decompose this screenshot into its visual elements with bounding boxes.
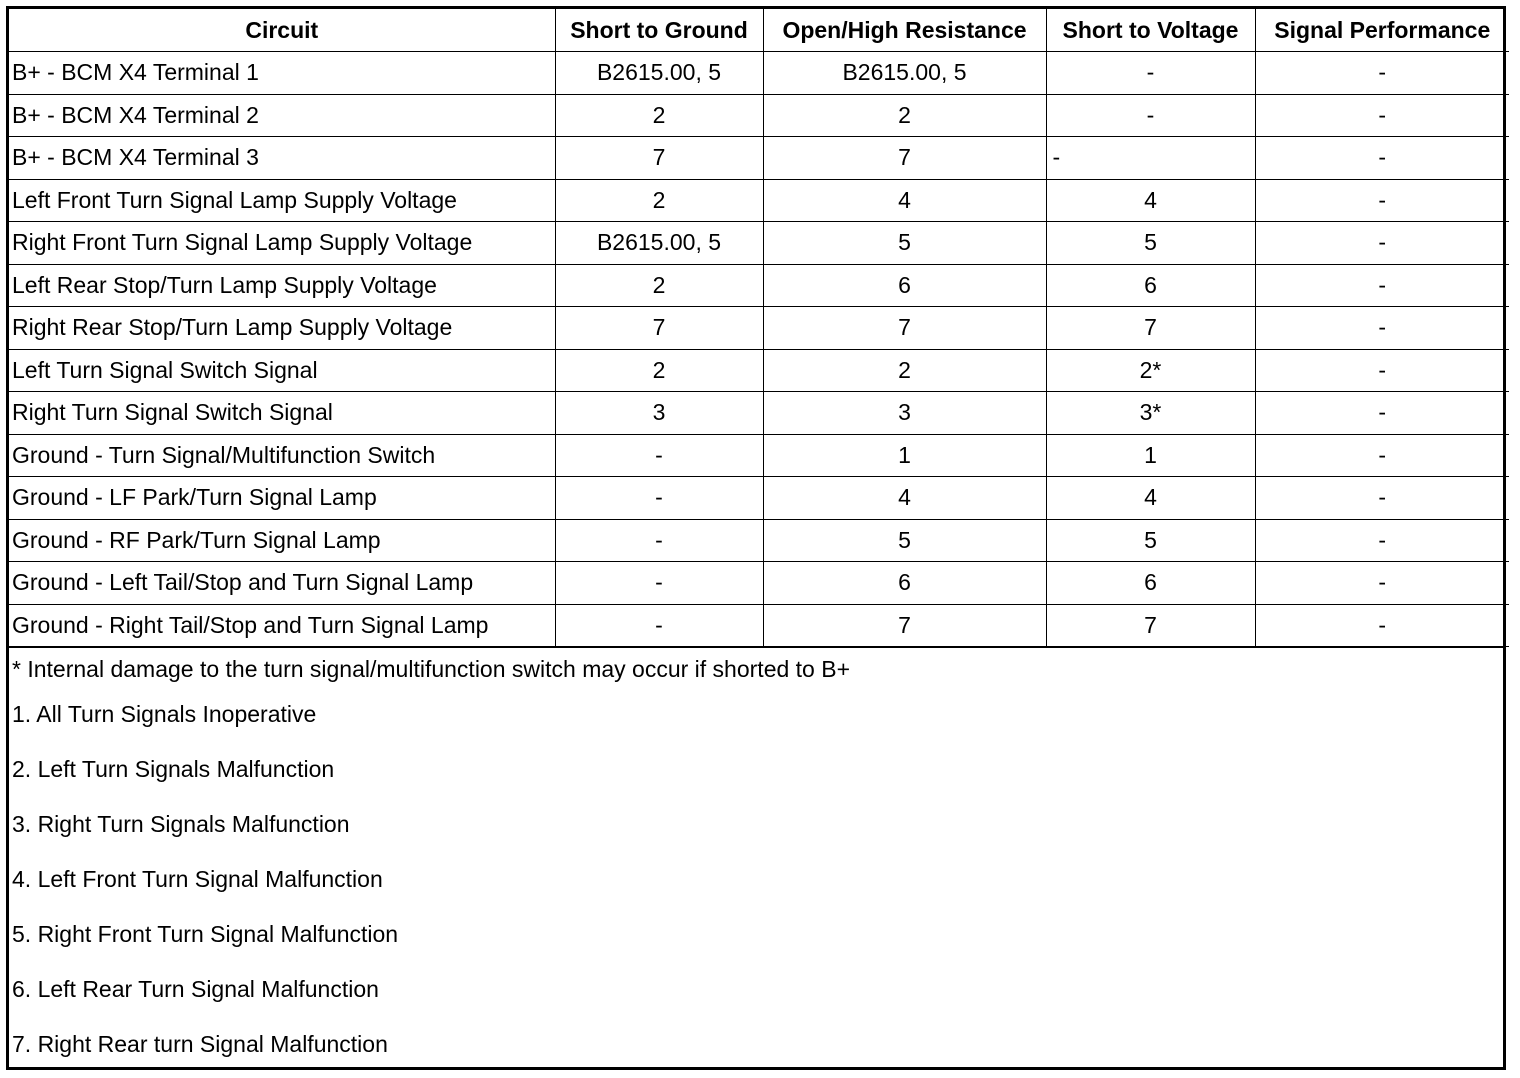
short-to-ground-cell: 2 — [555, 179, 763, 222]
short-to-ground-cell: 2 — [555, 349, 763, 392]
signal-performance-cell: - — [1255, 52, 1509, 95]
symptom-note-3: 3. Right Turn Signals Malfunction — [12, 811, 350, 837]
open-high-resistance-cell: 7 — [763, 604, 1046, 647]
table-row — [9, 562, 1509, 605]
signal-performance-cell: - — [1255, 307, 1509, 350]
short-to-ground-cell: - — [555, 477, 763, 520]
open-high-resistance-cell: 1 — [763, 434, 1046, 477]
short-to-voltage-cell: - — [1046, 94, 1255, 137]
short-to-ground-cell: 2 — [555, 264, 763, 307]
short-to-ground-cell: - — [555, 519, 763, 562]
circuit-cell: Ground - Right Tail/Stop and Turn Signal Lamp — [9, 604, 555, 647]
header-signal-performance: Signal Performance — [1255, 9, 1509, 52]
short-to-voltage-cell: - — [1046, 52, 1255, 95]
short-to-ground-cell: 7 — [555, 307, 763, 350]
header-short-to-ground: Short to Ground — [555, 9, 763, 52]
open-high-resistance-cell: B2615.00, 5 — [763, 52, 1046, 95]
circuit-cell: Right Turn Signal Switch Signal — [9, 392, 555, 435]
symptom-note-1: 1. All Turn Signals Inoperative — [12, 701, 317, 727]
signal-performance-cell: - — [1255, 222, 1509, 265]
header-row — [9, 9, 1509, 52]
circuit-cell: Left Turn Signal Switch Signal — [9, 349, 555, 392]
symptom-note-5: 5. Right Front Turn Signal Malfunction — [12, 921, 399, 947]
short-to-ground-cell: 2 — [555, 94, 763, 137]
table-row — [9, 264, 1509, 307]
short-to-voltage-cell: 7 — [1046, 604, 1255, 647]
short-to-voltage-cell: 4 — [1046, 477, 1255, 520]
short-to-ground-cell: - — [555, 434, 763, 477]
header-circuit: Circuit — [9, 9, 555, 52]
circuit-cell: Ground - Left Tail/Stop and Turn Signal Lamp — [9, 562, 555, 605]
short-to-ground-cell: 7 — [555, 137, 763, 180]
short-to-voltage-cell: - — [1046, 137, 1255, 180]
table-row — [9, 477, 1509, 520]
table-row — [9, 392, 1509, 435]
open-high-resistance-cell: 6 — [763, 562, 1046, 605]
short-to-voltage-cell: 5 — [1046, 519, 1255, 562]
open-high-resistance-cell: 7 — [763, 137, 1046, 180]
short-to-voltage-cell: 6 — [1046, 562, 1255, 605]
signal-performance-cell: - — [1255, 604, 1509, 647]
circuit-cell: Ground - RF Park/Turn Signal Lamp — [9, 519, 555, 562]
signal-performance-cell: - — [1255, 179, 1509, 222]
short-to-voltage-cell: 7 — [1046, 307, 1255, 350]
signal-performance-cell: - — [1255, 562, 1509, 605]
short-to-ground-cell: - — [555, 604, 763, 647]
short-to-ground-cell: B2615.00, 5 — [555, 52, 763, 95]
signal-performance-cell: - — [1255, 94, 1509, 137]
header-short-to-voltage: Short to Voltage — [1046, 9, 1255, 52]
short-to-voltage-cell: 5 — [1046, 222, 1255, 265]
open-high-resistance-cell: 2 — [763, 94, 1046, 137]
signal-performance-cell: - — [1255, 137, 1509, 180]
open-high-resistance-cell: 7 — [763, 307, 1046, 350]
circuit-cell: Ground - LF Park/Turn Signal Lamp — [9, 477, 555, 520]
table-row — [9, 222, 1509, 265]
short-to-voltage-cell: 4 — [1046, 179, 1255, 222]
circuit-cell: Left Rear Stop/Turn Lamp Supply Voltage — [9, 264, 555, 307]
table-row — [9, 349, 1509, 392]
open-high-resistance-cell: 6 — [763, 264, 1046, 307]
table-row — [9, 179, 1509, 222]
short-to-ground-cell: 3 — [555, 392, 763, 435]
symptom-note-4: 4. Left Front Turn Signal Malfunction — [12, 866, 383, 892]
signal-performance-cell: - — [1255, 434, 1509, 477]
circuit-cell: B+ - BCM X4 Terminal 1 — [9, 52, 555, 95]
open-high-resistance-cell: 3 — [763, 392, 1046, 435]
short-to-voltage-cell: 6 — [1046, 264, 1255, 307]
open-high-resistance-cell: 4 — [763, 477, 1046, 520]
signal-performance-cell: - — [1255, 349, 1509, 392]
symptom-note-6: 6. Left Rear Turn Signal Malfunction — [12, 976, 379, 1002]
circuit-cell: Right Front Turn Signal Lamp Supply Voltage — [9, 222, 555, 265]
table-row — [9, 604, 1509, 647]
circuit-cell: Ground - Turn Signal/Multifunction Switch — [9, 434, 555, 477]
open-high-resistance-cell: 2 — [763, 349, 1046, 392]
symptom-note-2: 2. Left Turn Signals Malfunction — [12, 756, 335, 782]
signal-performance-cell: - — [1255, 477, 1509, 520]
short-to-voltage-cell: 1 — [1046, 434, 1255, 477]
open-high-resistance-cell: 5 — [763, 519, 1046, 562]
open-high-resistance-cell: 5 — [763, 222, 1046, 265]
symptom-note-7: 7. Right Rear turn Signal Malfunction — [12, 1031, 388, 1057]
document-frame — [6, 6, 1506, 1070]
short-to-voltage-cell: 3* — [1046, 392, 1255, 435]
short-to-ground-cell: - — [555, 562, 763, 605]
open-high-resistance-cell: 4 — [763, 179, 1046, 222]
signal-performance-cell: - — [1255, 264, 1509, 307]
header-open-high-resistance: Open/High Resistance — [763, 9, 1046, 52]
circuit-symptom-table — [9, 9, 1509, 647]
signal-performance-cell: - — [1255, 392, 1509, 435]
table-row — [9, 434, 1509, 477]
short-to-ground-cell: B2615.00, 5 — [555, 222, 763, 265]
notes-section — [9, 647, 1503, 1078]
circuit-cell: Right Rear Stop/Turn Lamp Supply Voltage — [9, 307, 555, 350]
circuit-cell: B+ - BCM X4 Terminal 3 — [9, 137, 555, 180]
signal-performance-cell: - — [1255, 519, 1509, 562]
circuit-cell: B+ - BCM X4 Terminal 2 — [9, 94, 555, 137]
short-to-voltage-cell: 2* — [1046, 349, 1255, 392]
table-row — [9, 94, 1509, 137]
circuit-cell: Left Front Turn Signal Lamp Supply Voltage — [9, 179, 555, 222]
table-row — [9, 137, 1509, 180]
table-row — [9, 307, 1509, 350]
footnote-asterisk: * Internal damage to the turn signal/multifunction switch may occur if shorted to B+ — [12, 656, 851, 682]
table-row — [9, 52, 1509, 95]
table-row — [9, 519, 1509, 562]
